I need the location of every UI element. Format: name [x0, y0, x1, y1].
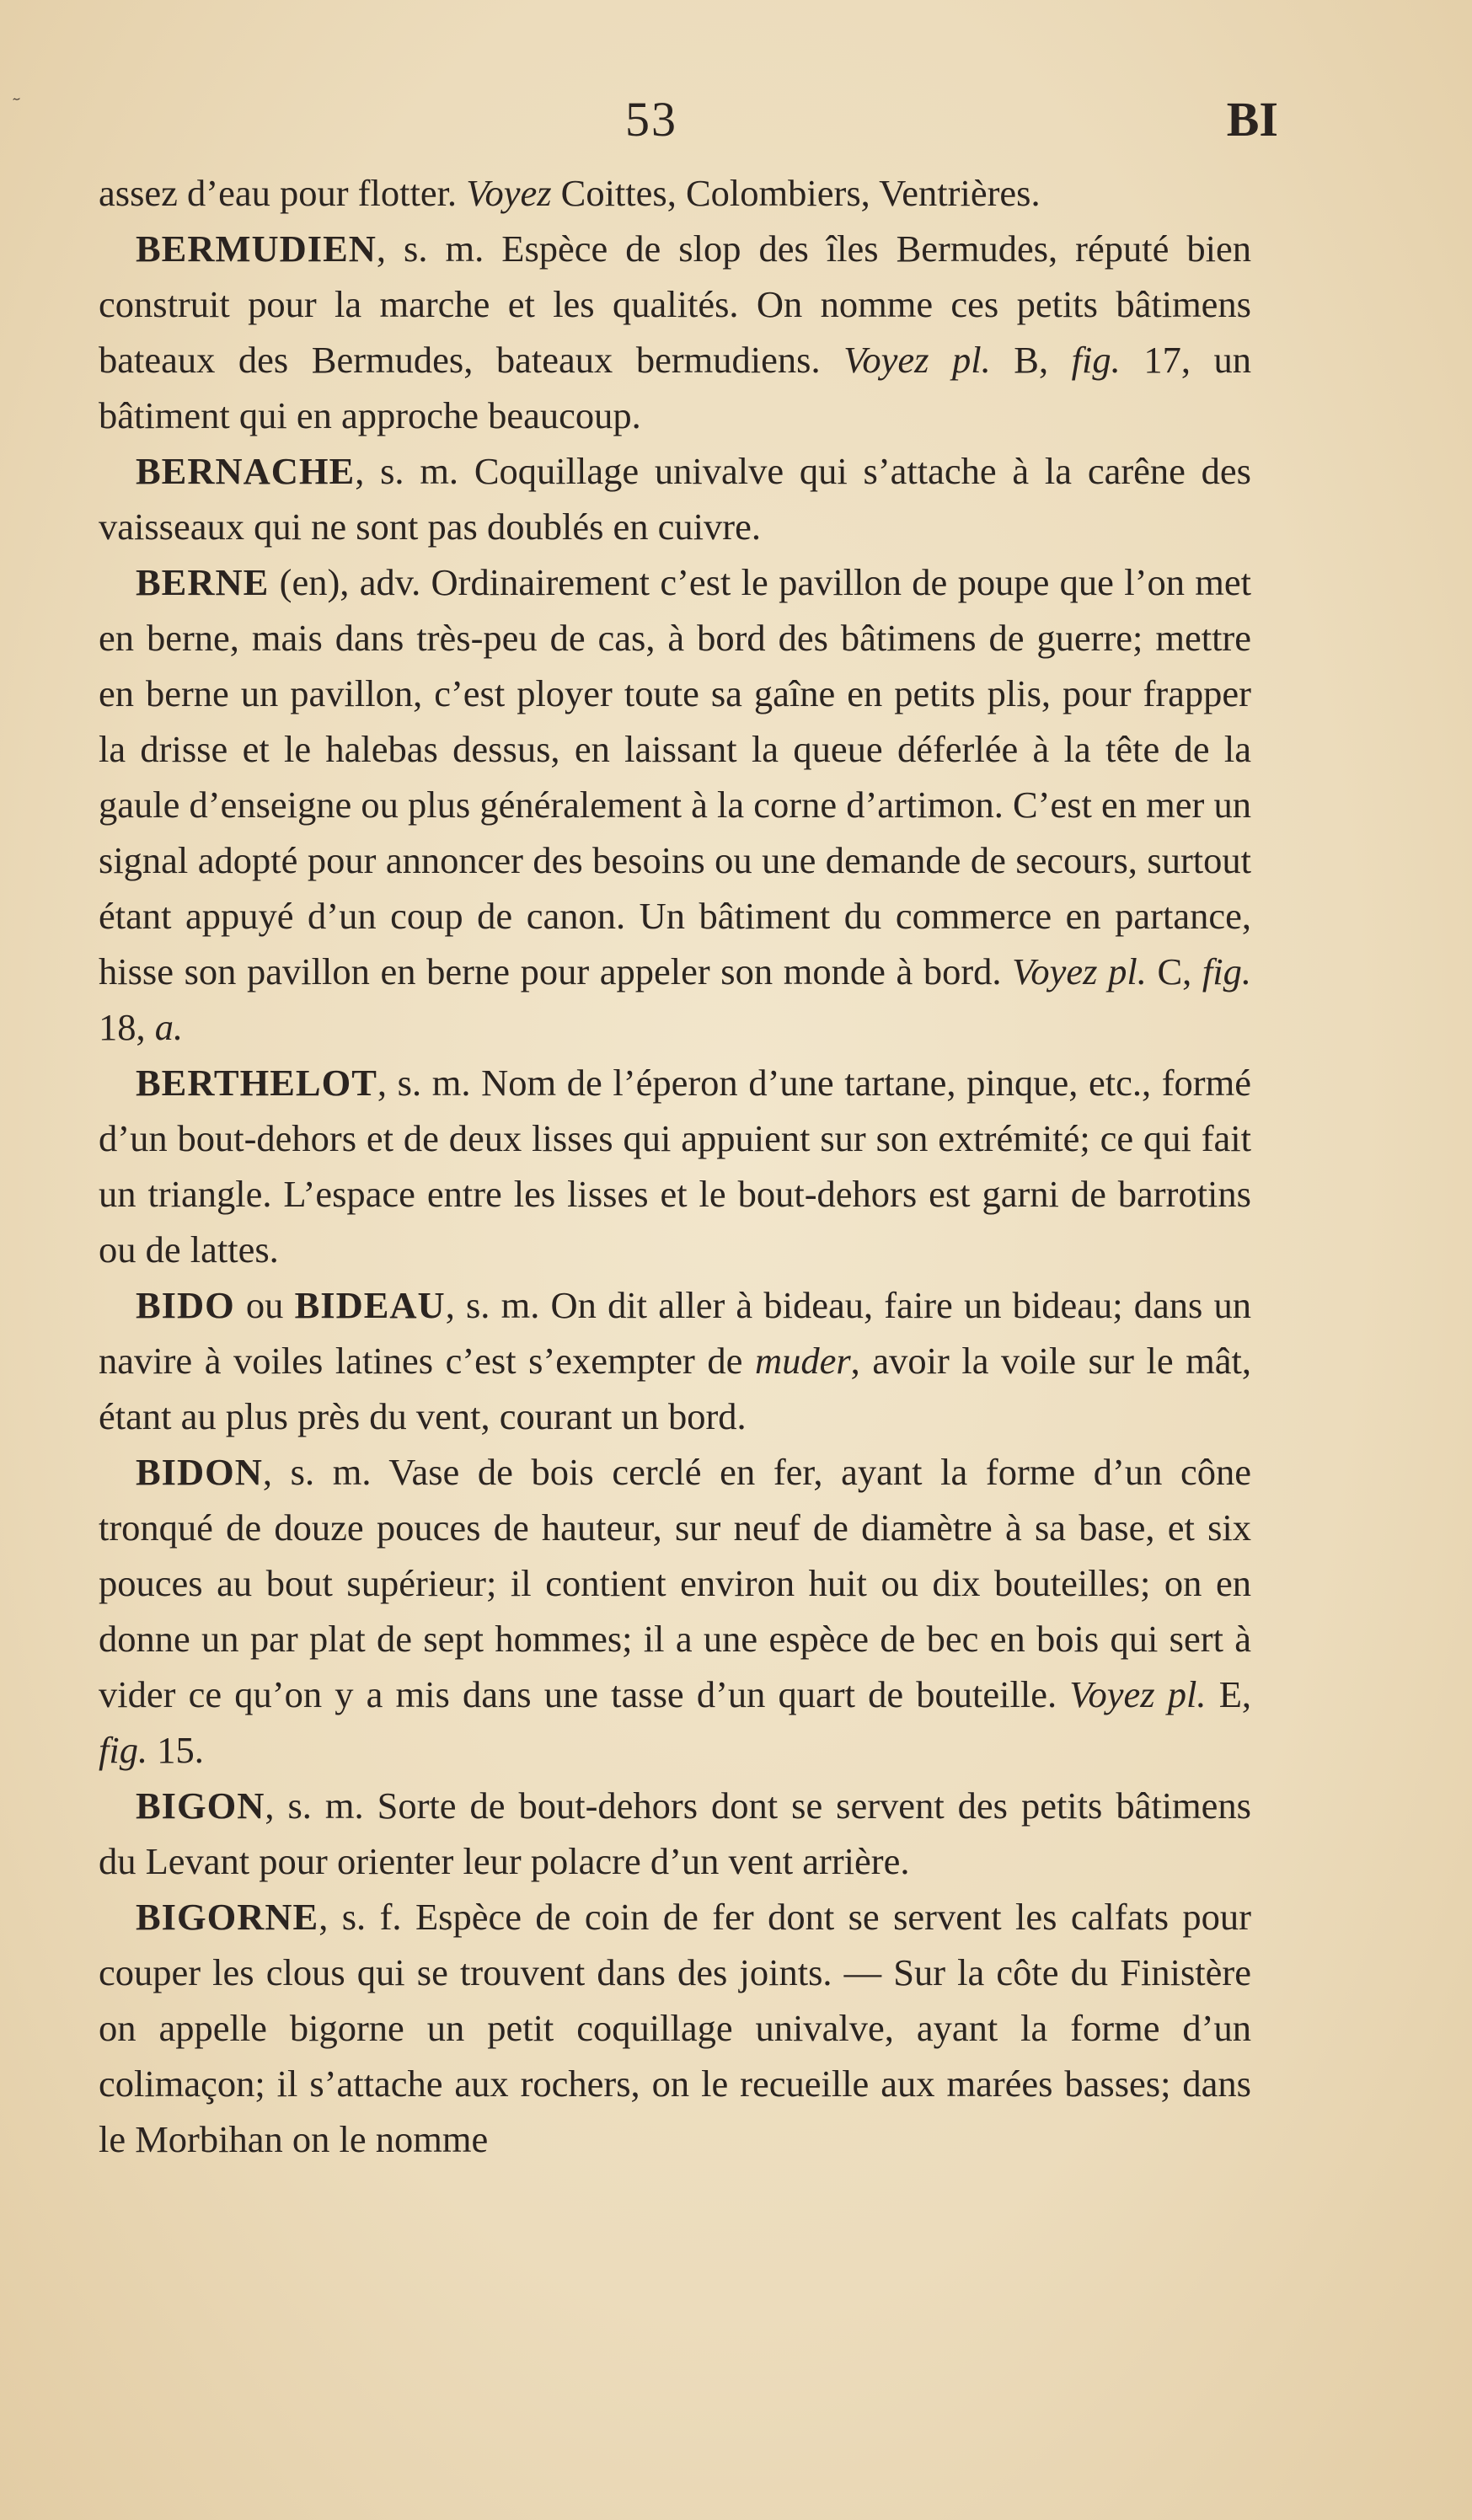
page-header: [0, 91, 1472, 158]
italic-text: muder: [754, 1340, 851, 1382]
entry-headword: BERTHELOT: [136, 1062, 377, 1104]
dictionary-entries: [99, 165, 1251, 2167]
entry-paragraph: [99, 1778, 1251, 1889]
entry-paragraph: [99, 165, 1251, 221]
entry-text: , s. m. Coquillage univalve qui s’attache à la carêne des vaisseaux qui ne sont pas doublés en cuivre.: [99, 450, 1251, 548]
entry-paragraph: [99, 443, 1251, 554]
italic-text: Voyez: [466, 172, 552, 214]
entry-headword: BERNE: [136, 561, 270, 603]
entry-text: C,: [1146, 950, 1202, 992]
entry-headword: BIDEAU: [294, 1284, 446, 1326]
entry-text: assez d’eau pour flotter.: [99, 172, 467, 214]
entry-text: , s. m. Sorte de bout-dehors dont se servent des petits bâtimens du Levant pour orienter leur polacre d’un vent arrière.: [99, 1784, 1251, 1882]
entry-text: , avoir la voile sur le mât, étant au plus près du vent, courant un bord.: [99, 1340, 1251, 1437]
entry-headword: BERMUDIEN: [136, 227, 377, 270]
entry-paragraph: [99, 1055, 1251, 1277]
entry-paragraph: [99, 221, 1251, 443]
entry-text: , s. m. On dit aller à bideau, faire un bideau; dans un navire à voiles latines c’est s’exempter de: [99, 1284, 1251, 1382]
entry-paragraph: [99, 554, 1251, 1055]
italic-text: Voyez pl.: [1012, 950, 1147, 992]
entry-paragraph: [99, 1889, 1251, 2167]
entry-headword: BIDO: [136, 1284, 235, 1326]
entry-text: , s. m. Nom de l’éperon d’une tartane, pinque, etc., formé d’un bout-dehors et de deux lisses qui appuient sur son extrémité; ce qui fait un triangle. L’espace entre les lisses et le bout-dehors est garni de barrotins ou de lattes.: [99, 1062, 1251, 1271]
entry-text: (en), adv. Ordinairement c’est le pavillon de poupe que l’on met en berne, mais dans très-peu de cas, à bord des bâtimens de guerre; mettre en berne un pavillon, c’est ployer toute sa gaîne en petits plis, pour frapper la drisse et le halebas dessus, en laissant la queue déferlée à la tête de la gaule d’enseigne ou plus généralement à la corne d’artimon. C’est en mer un signal adopté pour annoncer des besoins ou une demande de secours, surtout étant appuyé d’un coup de canon. Un bâtiment du commerce en partance, hisse son pavillon en berne pour appeler son monde à bord.: [99, 561, 1251, 992]
italic-text: fig.: [1202, 950, 1251, 992]
entry-text: , s. m. Espèce de slop des îles Bermudes, réputé bien construit pour la marche et les qualités. On nomme ces petits bâtimens bateaux des Bermudes, bateaux bermudiens.: [99, 227, 1251, 381]
entry-paragraph: [99, 1444, 1251, 1778]
entry-headword: BIGON: [136, 1784, 265, 1827]
entry-text: 18,: [99, 1006, 155, 1048]
entry-headword: BERNACHE: [136, 450, 356, 492]
italic-text: Voyez pl.: [843, 339, 991, 381]
entry-paragraph: [99, 1277, 1251, 1444]
entry-text: 17, un bâtiment qui en approche beaucoup.: [99, 339, 1252, 436]
italic-text: a.: [154, 1006, 184, 1048]
entry-text: 15.: [147, 1729, 204, 1771]
page-number: 53: [625, 92, 677, 147]
running-head: BI: [1226, 92, 1278, 147]
entry-text: ou: [234, 1284, 295, 1326]
italic-text: Voyez pl.: [1069, 1673, 1207, 1715]
entry-text: , s. m. Vase de bois cerclé en fer, ayant la forme d’un cône tronqué de douze pouces de hauteur, sur neuf de diamètre à sa base, et six pouces au bout supérieur; il contient environ huit ou dix bouteilles; on en donne un par plat de sept hommes; il a une espèce de bec en bois qui sert à vider ce qu’on y a mis dans une tasse d’un quart de bouteille.: [99, 1451, 1251, 1715]
italic-text: fig.: [1071, 339, 1121, 381]
entry-text: , s. f. Espèce de coin de fer dont se servent les calfats pour couper les clous qui se trouvent dans des joints. — Sur la côte du Finistère on appelle bigorne un petit coquillage univalve, ayant la forme d’un colimaçon; il s’attache aux rochers, on le recueille aux marées basses; dans le Morbihan on le nomme: [99, 1896, 1251, 2160]
entry-text: B,: [990, 339, 1072, 381]
entry-text: E,: [1206, 1673, 1251, 1715]
entry-headword: BIGORNE: [136, 1896, 319, 1938]
entry-headword: BIDON: [136, 1451, 263, 1493]
entry-text: Coittes, Colombiers, Ventrières.: [551, 172, 1041, 214]
italic-text: fig.: [99, 1729, 148, 1771]
